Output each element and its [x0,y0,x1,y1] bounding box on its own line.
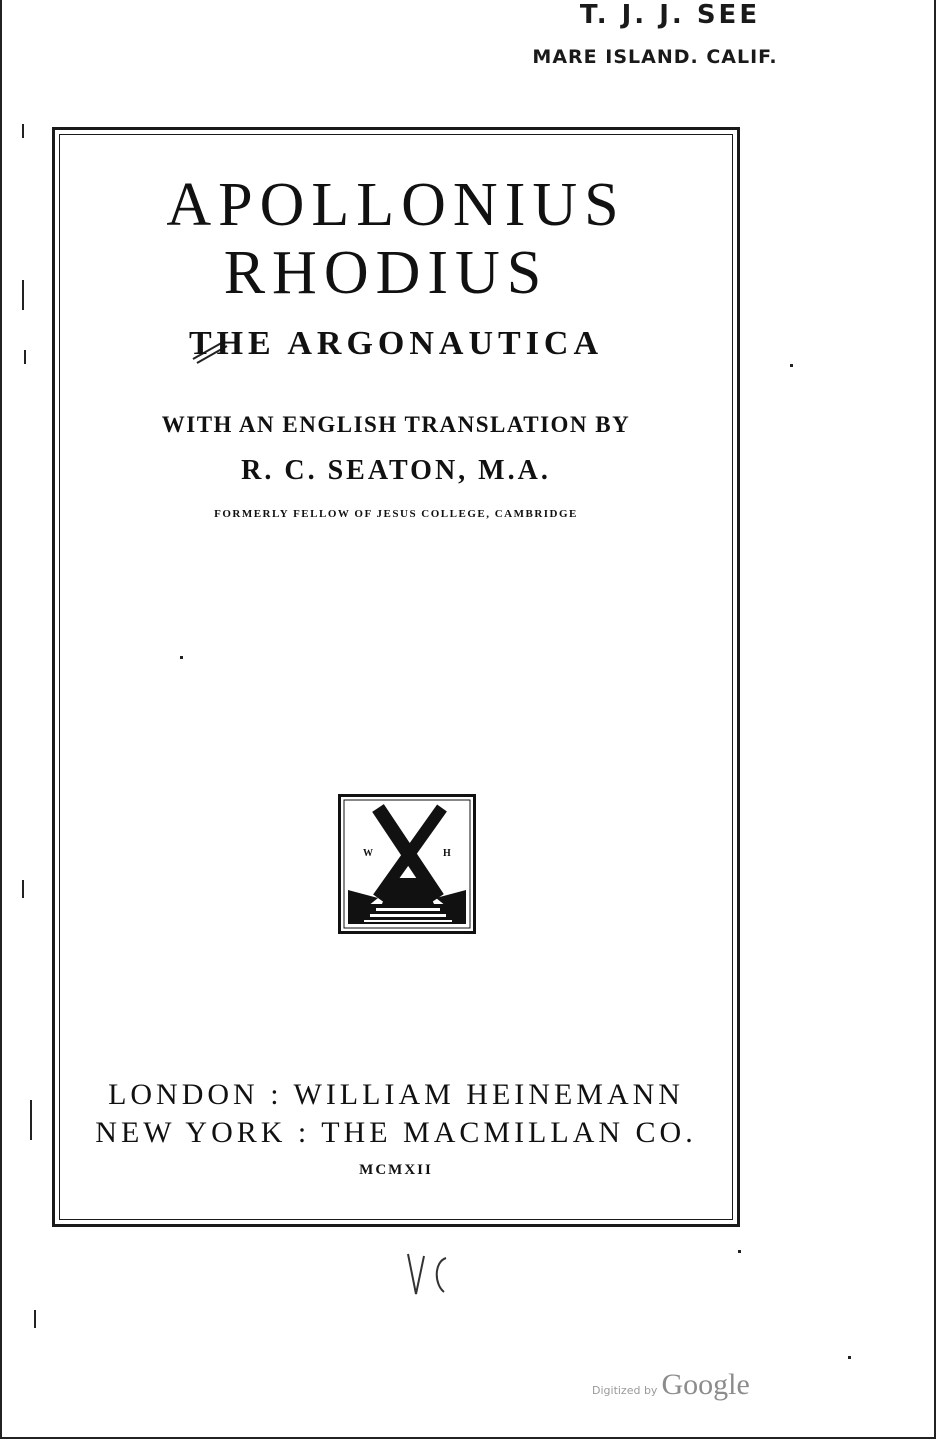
google-brand-logo: Google [661,1368,750,1401]
margin-speck [848,1356,851,1359]
book-subtitle: THE ARGONAUTICA [188,325,604,362]
translator-affiliation: FORMERLY FELLOW OF JESUS COLLEGE, CAMBRIDGE [214,508,578,520]
book-title-line-1: APOLLONIUS [166,171,626,239]
handwritten-mark-icon [402,1248,462,1308]
margin-speck [24,350,26,364]
book-title-line-2: RHODIUS [223,239,549,307]
translation-credit-line: WITH AN ENGLISH TRANSLATION BY [161,412,631,437]
margin-speck [30,1100,32,1140]
stamp-owner-place: MARE ISLAND. CALIF. [532,46,778,68]
margin-speck [22,280,24,310]
title-page-frame [52,127,740,1227]
stamp-owner-name: T. J. J. SEE [579,0,761,30]
emblem-letter-w: W [363,848,373,859]
margin-speck [22,880,24,898]
publisher-line-london: LONDON : WILLIAM HEINEMANN [108,1078,684,1111]
digitized-by-label: Digitized by [592,1384,658,1397]
owner-stamp [510,0,800,70]
margin-speck [22,124,24,138]
margin-speck [34,1310,36,1328]
emblem-letter-h: H [443,848,451,859]
windmill-publisher-emblem-icon [338,794,476,934]
margin-speck [790,364,793,367]
publication-year: MCMXII [359,1162,433,1178]
translator-name: R. C. SEATON, M.A. [241,455,551,486]
digitization-watermark [592,1368,750,1408]
page-edge-left [0,0,2,1439]
publisher-line-new-york: NEW YORK : THE MACMILLAN CO. [95,1116,697,1149]
margin-speck [738,1250,741,1253]
